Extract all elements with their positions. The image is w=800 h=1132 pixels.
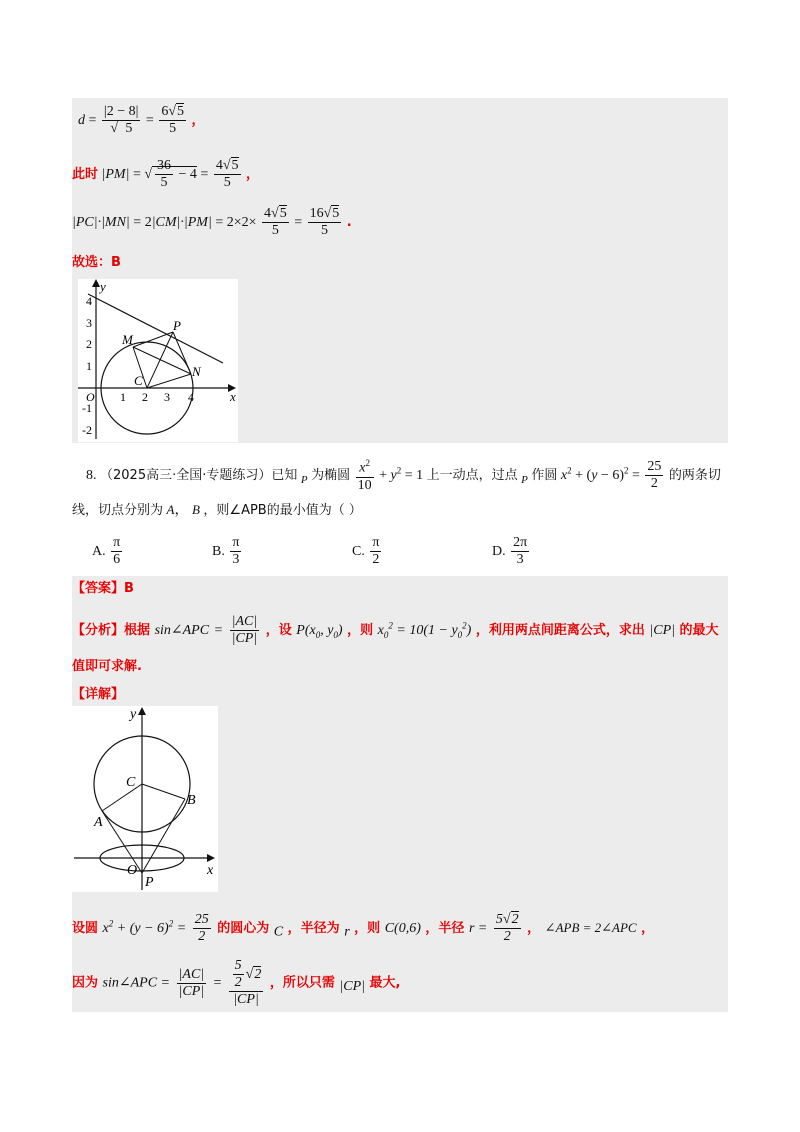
svg-text:4: 4 bbox=[86, 294, 92, 308]
option-b[interactable]: B. $\frac{\pi}{3}$ bbox=[212, 535, 240, 568]
detail-line1: 设圆 $x^2 + (y - 6)^2$ = $\frac{25}{2}$ 的圆心为 C ，半径为 r ，则 C(0,6) ，半径 r = $\frac{5√2}{2}$ ， ∠APB = 2∠APC ， bbox=[72, 912, 655, 945]
svg-text:y: y bbox=[100, 279, 106, 294]
svg-text:P: P bbox=[173, 318, 181, 333]
question-8-line1: 8. （2025高三·全国·专题练习）已知 $_P$ 为椭圆 $\frac{x^2}{10}$ + $y^2 = 1$ 上一动点，过点 $_P$ 作圆 $x^2 + (y - 6)^2$ = $\frac{25}{2}$ 的两条切 bbox=[86, 458, 721, 493]
svg-text:4: 4 bbox=[188, 390, 194, 404]
svg-text:M: M bbox=[122, 332, 133, 347]
option-d[interactable]: D. $\frac{2\pi}{3}$ bbox=[492, 535, 528, 568]
detail-line2: 因为 sin∠APC = $\frac{|AC|}{|CP|}$ = $\frac{5}{2}$ √2 |CP| ，所以只需 |CP| 最大, bbox=[72, 958, 401, 1008]
svg-text:y: y bbox=[130, 707, 137, 722]
svg-text:C: C bbox=[126, 775, 136, 790]
figure-2 bbox=[72, 706, 218, 892]
svg-text:A: A bbox=[94, 815, 103, 830]
svg-text:-2: -2 bbox=[82, 423, 92, 437]
answer-line: 【答案】B bbox=[72, 581, 134, 596]
svg-text:2: 2 bbox=[86, 337, 92, 351]
svg-text:3: 3 bbox=[86, 316, 92, 330]
svg-text:O: O bbox=[86, 390, 95, 404]
question-8-line2: 线，切点分别为 A， B ，则∠APB的最小值为（ ） bbox=[72, 502, 362, 518]
svg-text:B: B bbox=[187, 793, 196, 808]
option-a[interactable]: A. $\frac{\pi}{6}$ bbox=[92, 535, 121, 568]
analysis-line2: 值即可求解. bbox=[72, 659, 142, 674]
line-l bbox=[88, 294, 223, 363]
analysis-line1: 【分析】根据 sin∠APC = $\frac{|AC|}{|CP|}$ ，设 $P(x_0$, $y_0$) ，则 $x_0^2 = 10(1 - y_0^2)$ ，利用两点间距离公式，求出 |CP| 的最大 bbox=[72, 614, 719, 647]
figure-1 bbox=[78, 279, 238, 442]
svg-text:P: P bbox=[145, 875, 154, 890]
choice-line: 故选：B bbox=[72, 255, 121, 270]
svg-text:O: O bbox=[127, 863, 138, 878]
svg-text:-1: -1 bbox=[82, 401, 92, 415]
svg-text:N: N bbox=[192, 364, 201, 379]
pm-formula: 此时 |PM| = √ $\frac{36}{5}$ − 4 = $\frac{4√5}{5}$ ， bbox=[72, 158, 260, 191]
svg-text:2: 2 bbox=[142, 390, 148, 404]
svg-text:x: x bbox=[230, 389, 236, 404]
distance-formula: d = $\frac{|2 - 8|}{5√}$ = $\frac{6√5}{5}$ ， bbox=[78, 104, 205, 137]
option-c[interactable]: C. $\frac{\pi}{2}$ bbox=[352, 535, 380, 568]
svg-text:C: C bbox=[134, 373, 143, 388]
svg-text:3: 3 bbox=[164, 390, 170, 404]
detail-label: 【详解】 bbox=[72, 687, 125, 702]
svg-text:1: 1 bbox=[86, 359, 92, 373]
svg-text:1: 1 bbox=[120, 390, 126, 404]
product-formula: |PC|·|MN| = 2|CM|·|PM| = 2×2× $\frac{4√5}{5}$ = $\frac{16√5}{5}$ . bbox=[72, 206, 352, 239]
svg-text:x: x bbox=[207, 863, 214, 878]
